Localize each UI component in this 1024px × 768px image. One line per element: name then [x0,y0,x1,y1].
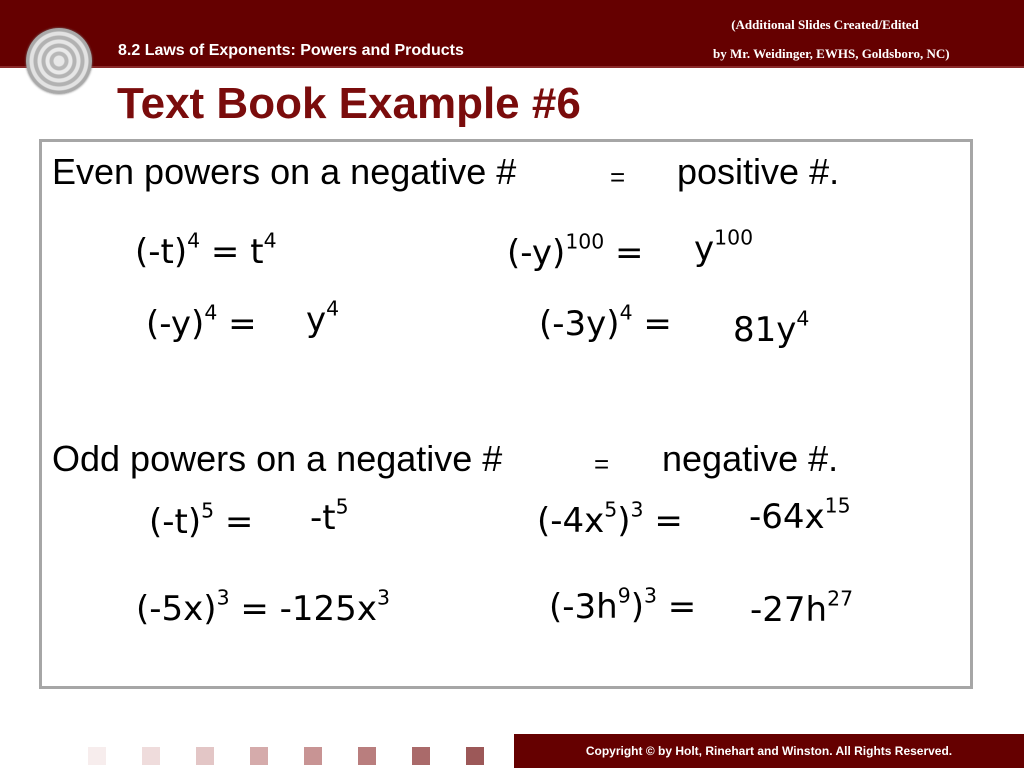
example-4-right [733,306,810,350]
example-8-right [750,586,854,630]
example-8-base: (-3h [549,587,618,627]
example-4-exponent: 4 [619,300,633,325]
footer-bar [514,734,1024,768]
example-8-result-exponent: 27 [827,586,854,611]
example-4-result: 81y [733,310,797,350]
example-8-equals: = [656,587,697,627]
slide-subtitle: 8.2 Laws of Exponents: Powers and Products [118,42,464,59]
even-rule-equals: = [610,162,626,192]
slide-title: Text Book Example #6 [117,79,581,128]
example-7-result-exponent: 3 [376,585,390,610]
example-1-result-exponent: 4 [263,228,277,253]
footer-square [304,747,322,765]
footer-square [88,747,106,765]
example-1 [135,228,277,272]
example-2-left [507,229,644,273]
odd-rule-result: negative #. [662,438,839,479]
odd-rule-equals: = [594,449,610,479]
footer-square [412,747,430,765]
example-5-right [310,494,349,538]
example-8-outer-exponent: 3 [643,583,657,608]
footer-square [358,747,376,765]
example-4-left [539,300,672,344]
example-6-left [537,497,683,541]
example-6-right [749,493,851,537]
footer-square [142,747,160,765]
example-5-exponent: 5 [201,498,215,523]
even-rule-result: positive #. [677,151,840,192]
example-8-result: -27h [750,590,828,630]
even-rule-text: Even powers on a negative # [52,151,517,192]
example-5-base: (-t) [149,502,202,542]
example-6-base: (-4x [537,501,605,541]
example-8-close-paren: ) [630,587,644,627]
example-1-exponent: 4 [187,228,201,253]
example-6-inner-exponent: 5 [604,497,618,522]
example-3-left [146,300,257,344]
example-6-result: -64x [749,497,825,537]
credit-line-1: (Additional Slides Created/Edited [731,17,919,32]
example-6-equals: = [643,501,683,541]
example-5-left [149,498,254,542]
example-1-result: t [250,232,264,272]
example-2-result-exponent: 100 [714,225,754,250]
example-7 [136,585,390,629]
footer-square [250,747,268,765]
example-2-equals: = [604,233,644,273]
example-2-right [694,225,754,269]
credit-line-2: by Mr. Weidinger, EWHS, Goldsboro, NC) [713,46,950,61]
example-3-equals: = [217,304,257,344]
example-3-right [306,296,340,340]
example-8-left [549,583,697,627]
example-3-exponent: 4 [204,300,218,325]
example-3-base: (-y) [146,304,205,344]
example-5-result: -t [310,498,336,538]
example-3-result-exponent: 4 [326,296,340,321]
example-7-exponent: 3 [216,585,230,610]
example-4-equals: = [632,304,672,344]
example-5-result-exponent: 5 [335,494,349,519]
example-7-base: (-5x) [136,589,217,629]
header-bar [0,0,1024,66]
footer-square [196,747,214,765]
odd-rule-text: Odd powers on a negative # [52,438,503,479]
example-7-equals-result: = -125x [229,589,377,629]
example-2-exponent: 100 [565,229,605,254]
example-6-result-exponent: 15 [824,493,851,518]
example-3-result: y [306,300,327,340]
example-2-result: y [694,229,715,269]
example-1-equals: = [200,232,251,272]
header-divider [0,66,1024,68]
example-4-result-exponent: 4 [796,306,810,331]
example-8-inner-exponent: 9 [617,583,631,608]
footer-square [466,747,484,765]
example-4-base: (-3y) [539,304,620,344]
ripple-logo-icon [26,28,92,94]
example-1-base: (-t) [135,232,188,272]
example-2-base: (-y) [507,233,566,273]
example-6-close-paren: ) [617,501,631,541]
example-6-outer-exponent: 3 [630,497,644,522]
copyright-text: Copyright © by Holt, Rinehart and Winston. All Rights Reserved. [585,744,953,758]
example-5-equals: = [214,502,254,542]
